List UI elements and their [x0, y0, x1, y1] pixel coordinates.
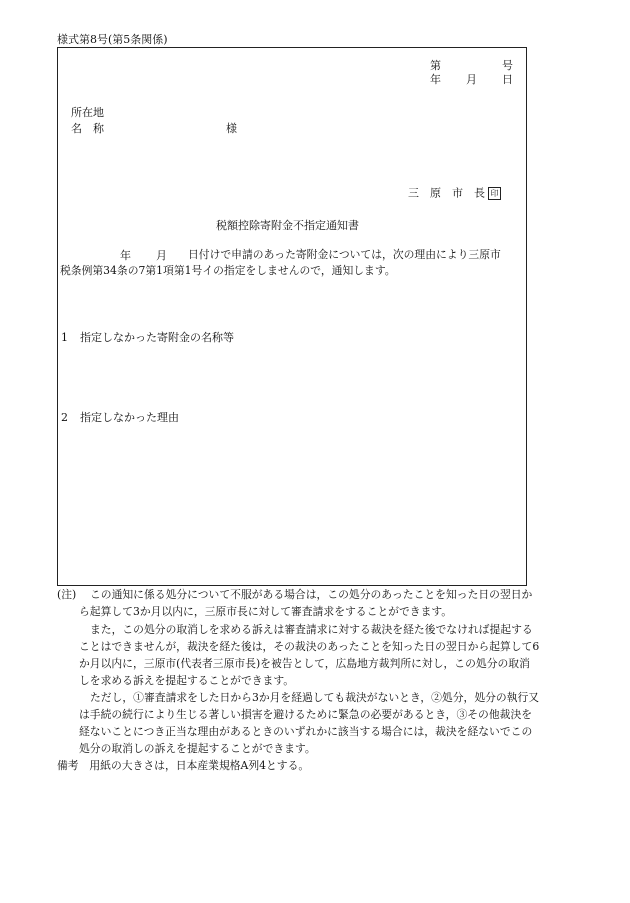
date-day: 日 [502, 73, 513, 86]
sender-name: 三 原 市 長 [408, 186, 485, 200]
doc-number-prefix: 第 [430, 59, 441, 72]
document-title: 税額控除寄附金不指定通知書 [216, 219, 359, 232]
note-line: 経ないことにつき正当な理由があるときのいずれかに該当する場合には，裁決を経ないでこの [79, 725, 533, 738]
section-1-number: 1 [61, 331, 68, 344]
form-frame [57, 47, 527, 586]
section-1-label: 指定しなかった寄附金の名称等 [80, 331, 234, 344]
name-label: 名 称 [71, 122, 104, 135]
body-month: 月 [156, 249, 167, 262]
seal-mark: 印 [488, 187, 501, 200]
body-line-1: 日付けで申請のあった寄附金については，次の理由により三原市 [188, 248, 501, 261]
note-line: ことはできませんが，裁決を経た後は，その裁決のあったことを知った日の翌日から起算して6 [79, 640, 540, 653]
form-number: 様式第8号(第5条関係) [57, 33, 168, 46]
doc-number-suffix: 号 [502, 59, 513, 72]
note-line: この通知に係る処分について不服がある場合は，この処分のあったことを知った日の翌日か [90, 588, 533, 601]
remark: 備考 用紙の大きさは，日本産業規格A列4とする。 [57, 759, 310, 772]
note-line: ただし，①審査請求をした日から3か月を経過しても裁決がないとき，②処分，処分の執行又 [90, 691, 540, 704]
section-2-label: 指定しなかった理由 [80, 411, 179, 424]
note-line: 処分の取消しの訴えを提起することができます。 [79, 742, 316, 755]
body-year: 年 [120, 249, 131, 262]
date-year: 年 [430, 73, 441, 86]
location-label: 所在地 [71, 106, 104, 119]
section-2-number: 2 [61, 411, 68, 424]
note-line: は手続の続行により生じる著しい損害を避けるために緊急の必要があるとき，③その他裁決を [79, 708, 533, 721]
note-line: か月以内に，三原市(代表者三原市長)を被告として，広島地方裁判所に対し，この処分の取消 [79, 657, 530, 670]
sender-title [408, 187, 501, 200]
date-month: 月 [466, 73, 477, 86]
body-line-2: 税条例第34条の7第1項第1号イの指定をしませんので，通知します。 [60, 264, 396, 277]
honorific: 様 [226, 122, 237, 135]
note-line: しを求める訴えを提起することができます。 [79, 674, 295, 687]
note-line: また，この処分の取消しを求める訴えは審査請求に対する裁決を経た後でなければ提起する [90, 623, 533, 636]
note-line: ら起算して3か月以内に，三原市長に対して審査請求をすることができます。 [79, 605, 453, 618]
notes-label: (注) [57, 588, 77, 601]
